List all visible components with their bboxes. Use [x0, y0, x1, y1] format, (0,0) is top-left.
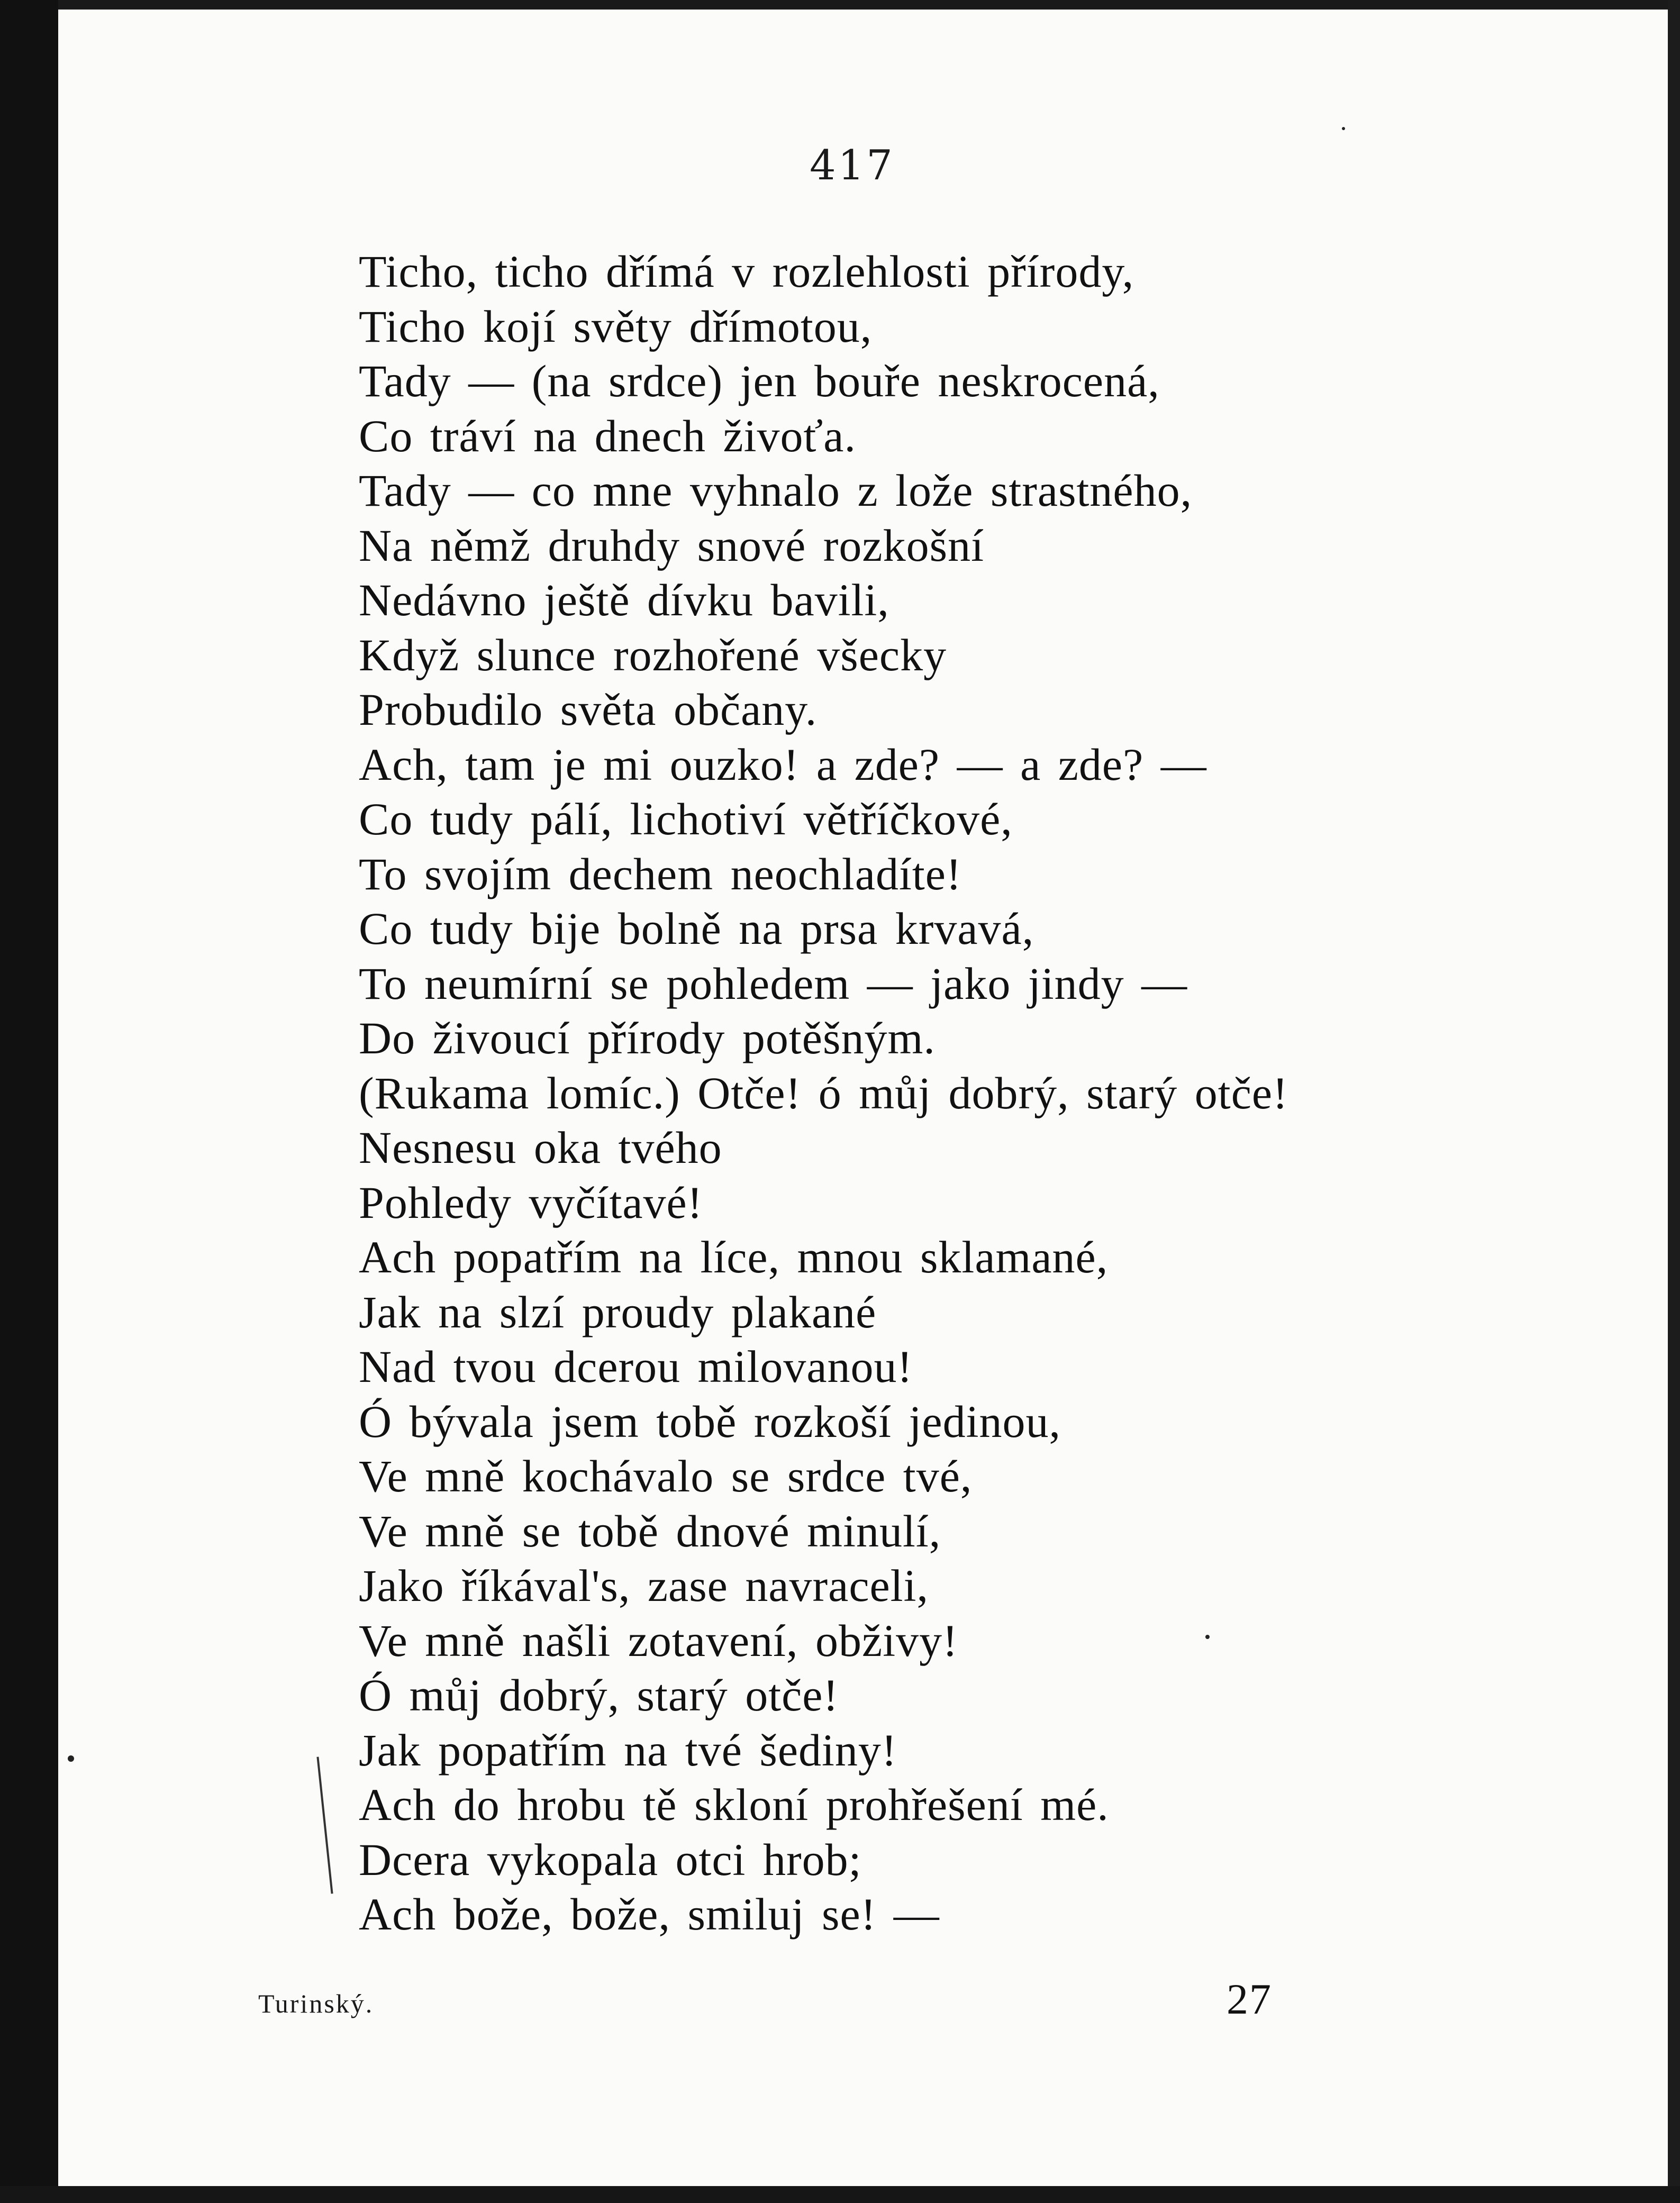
poem-line: (Rukama lomíc.) Otče! ó můj dobrý, starý otče!	[359, 1067, 1288, 1118]
scan-border-top	[0, 0, 1680, 10]
poem-line: Ticho kojí světy dřímotou,	[359, 301, 873, 352]
poem-line: Ach bože, bože, smiluj se! —	[359, 1889, 940, 1940]
poem-line: To neumírní se pohledem — jako jindy —	[359, 958, 1188, 1009]
poem-line: Nad tvou dcerou milovanou!	[359, 1341, 913, 1392]
scan-border-bottom	[0, 2186, 1680, 2203]
poem-line: Na němž druhdy snové rozkošní	[359, 520, 984, 571]
poem-line: Pohledy vyčítavé!	[359, 1177, 703, 1228]
poem-line: Do živoucí přírody potěšným.	[359, 1013, 936, 1063]
poem-line: Ach do hrobu tě skloní prohřešení mé.	[359, 1779, 1109, 1830]
poem-line: Co tudy pálí, lichotiví větříčkové,	[359, 794, 1013, 844]
scan-border-right	[1668, 0, 1680, 2203]
poem-line: Ach popatřím na líce, mnou sklamané,	[359, 1232, 1109, 1282]
poem-line: Nedávno ještě dívku bavili,	[359, 575, 889, 625]
poem-line: Ve mně kochávalo se srdce tvé,	[359, 1451, 973, 1501]
poem-line: Jak na slzí proudy plakané	[359, 1286, 877, 1337]
poem-line: Ve mně našli zotavení, obživy!	[359, 1615, 958, 1666]
scan-speck	[1205, 1635, 1210, 1639]
poem-line: Co tráví na dnech živoťa.	[359, 410, 856, 461]
page-number: 417	[810, 142, 895, 189]
poem-line: Nesnesu oka tvého	[359, 1122, 722, 1173]
poem-line: Tady — (na srdce) jen bouře neskrocená,	[359, 356, 1160, 406]
poem-line: Tady — co mne vyhnalo z lože strastného,	[359, 465, 1193, 516]
poem-line: To svojím dechem neochladíte!	[359, 848, 962, 899]
margin-pencil-mark	[316, 1757, 333, 1894]
poem-line: Ve mně se tobě dnové minulí,	[359, 1505, 941, 1556]
scan-speck	[68, 1755, 74, 1762]
poem-line: Jak popatřím na tvé šediny!	[359, 1724, 897, 1776]
footer-sheet-number: 27	[1227, 1975, 1272, 2023]
poem-line: Ticho, ticho dřímá v rozlehlosti přírody,	[359, 246, 1134, 297]
scan-border-left	[0, 0, 58, 2203]
poem-line: Probudilo světa občany.	[359, 684, 818, 735]
poem-line: Když slunce rozhořené všecky	[359, 629, 947, 680]
poem-line: Ó bývala jsem tobě rozkoší jedinou,	[359, 1396, 1061, 1447]
poem-line: Ó můj dobrý, starý otče!	[359, 1670, 839, 1720]
poem-line: Jako říkával's, zase navraceli,	[359, 1560, 929, 1611]
poem-line: Ach, tam je mi ouzko! a zde? — a zde? —	[359, 739, 1207, 790]
scan-speck	[1342, 127, 1345, 130]
poem-line: Dcera vykopala otci hrob;	[359, 1834, 862, 1885]
poem-line: Co tudy bije bolně na prsa krvavá,	[359, 903, 1034, 954]
footer-author-signature: Turinský.	[258, 1989, 374, 2018]
poem-text	[359, 244, 1288, 1942]
